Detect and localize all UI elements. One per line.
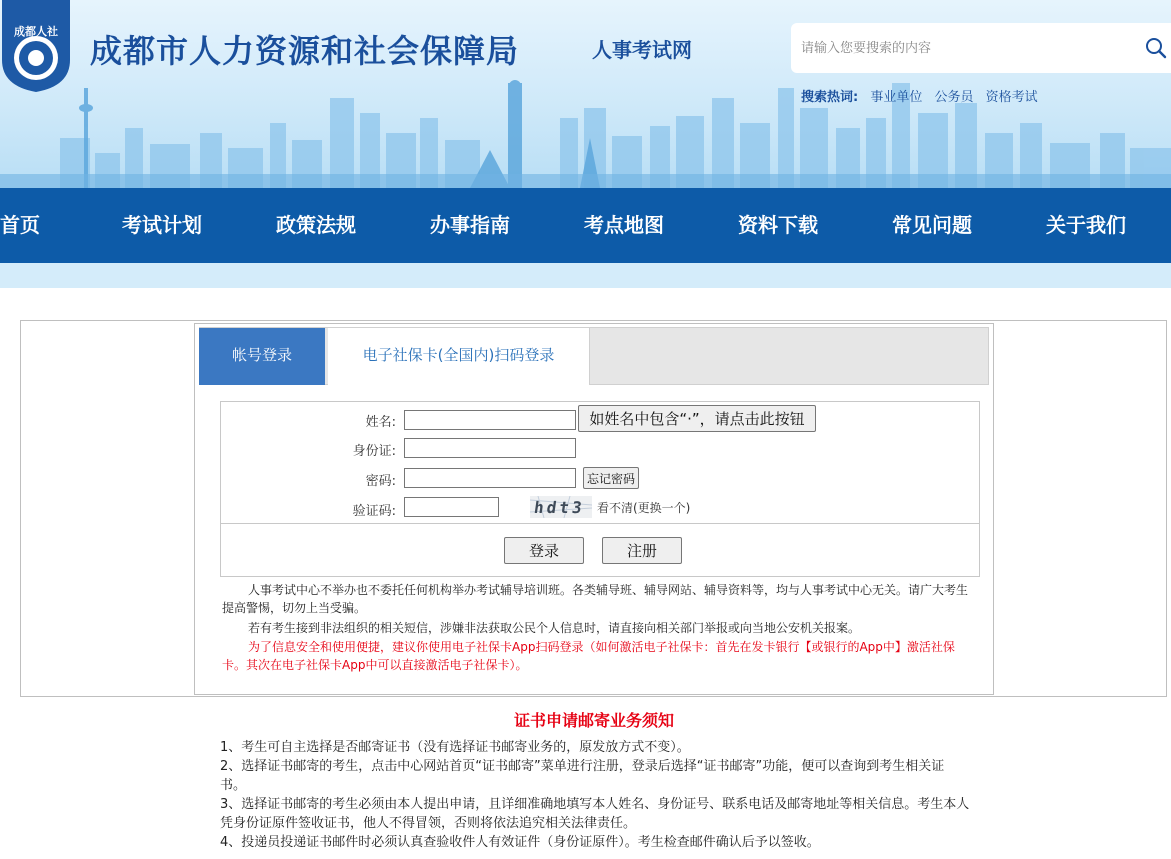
nav-exam-plan[interactable]: 考试计划 [122,213,202,237]
mail-notice-item: 3、选择证书邮寄的考生必须由本人提出申请，且详细准确地填写本人姓名、身份证号、联系电话及邮寄地址等相关信息。考生本人凭身份证原件签收证书，他人不得冒领，否则将依法追究相关法律责任。 [220,797,970,831]
register-button[interactable]: 注册 [602,537,682,564]
nav-policy[interactable]: 政策法规 [276,213,356,237]
mail-notice-title: 证书申请邮寄业务须知 [513,711,674,730]
main-nav [0,188,1171,263]
notice-no-training [222,581,972,617]
notice-report [222,619,972,637]
mail-notice-item: 2、选择证书邮寄的考生，点击中心网站首页“证书邮寄”菜单进行注册，登录后选择“证书邮寄”功能，便可以查询到考生相关证书。 [220,759,945,793]
forgot-password-button[interactable]: 忘记密码 [583,467,639,489]
password-label: 密码: [365,474,396,489]
nav-home[interactable]: 首页 [0,213,40,237]
captcha-text: hdt3 [532,498,586,517]
search-input[interactable] [801,36,1121,60]
hot-keywords-label: 搜索热词: [801,90,859,105]
nav-guide[interactable]: 办事指南 [430,213,510,237]
nav-about[interactable]: 关于我们 [1046,213,1126,237]
hot-keyword-zige[interactable]: 资格考试 [985,90,1038,105]
search-icon[interactable] [1144,36,1168,60]
search-box [791,23,1171,73]
hot-keywords [801,86,1038,105]
chengdu-hrss-logo [0,0,72,92]
site-title: 成都市人力资源和社会保障局 [90,32,520,70]
mail-notice-item: 1、考生可自主选择是否邮寄证书（没有选择证书邮寄业务的，原发放方式不变）。 [220,740,690,755]
hot-keyword-shiye[interactable]: 事业单位 [870,90,923,105]
site-header [0,0,1171,188]
captcha-refresh-link[interactable]: 看不清(更换一个) [597,501,691,515]
tab-card-scan-login[interactable]: 电子社保卡(全国内)扫码登录 [328,328,590,385]
name-label: 姓名: [365,415,396,430]
mail-notice-list [220,738,970,852]
mail-notice-item: 4、投递员投递证书邮件时必须认真查验收件人有效证件（身份证原件）。考生检查邮件确认后予以签收。 [220,835,820,850]
notice-ecard-tip [222,638,972,674]
id-number-input[interactable] [404,438,576,458]
name-input[interactable] [404,410,576,430]
site-subtitle: 人事考试网 [592,38,692,62]
nav-site-map[interactable]: 考点地图 [584,213,664,237]
logo-text: 成都人社 [14,25,58,38]
captcha-label: 验证码: [352,504,396,519]
notice-report-text: 若有考生接到非法组织的相关短信，涉嫌非法获取公民个人信息时，请直接向相关部门举报或向当地公安机关报案。 [248,621,861,635]
name-dot-button[interactable]: 如姓名中包含“·”，请点击此按钮 [578,405,816,432]
captcha-input[interactable] [404,497,499,517]
login-button[interactable]: 登录 [504,537,584,564]
password-input[interactable] [404,468,576,488]
hot-keyword-gongwuyuan[interactable]: 公务员 [934,90,974,105]
tab-account-login[interactable]: 帐号登录 [199,328,325,385]
nav-downloads[interactable]: 资料下载 [738,213,818,237]
notice-no-training-text: 人事考试中心不举办也不委托任何机构举办考试辅导培训班。各类辅导班、辅导网站、辅导资料等，均与人事考试中心无关。请广大考生提高警惕，切勿上当受骗。 [222,583,969,615]
captcha-image[interactable] [530,496,592,518]
nav-faq[interactable]: 常见问题 [892,213,972,237]
notice-ecard-tip-text: 为了信息安全和使用便捷，建议你使用电子社保卡App扫码登录（如何激活电子社保卡：首先在发卡银行【或银行的App中】激活社保卡。其次在电子社保卡App中可以直接激活电子社保卡）。 [222,640,955,672]
nav-divider-band [0,263,1171,288]
id-label: 身份证: [352,444,396,459]
